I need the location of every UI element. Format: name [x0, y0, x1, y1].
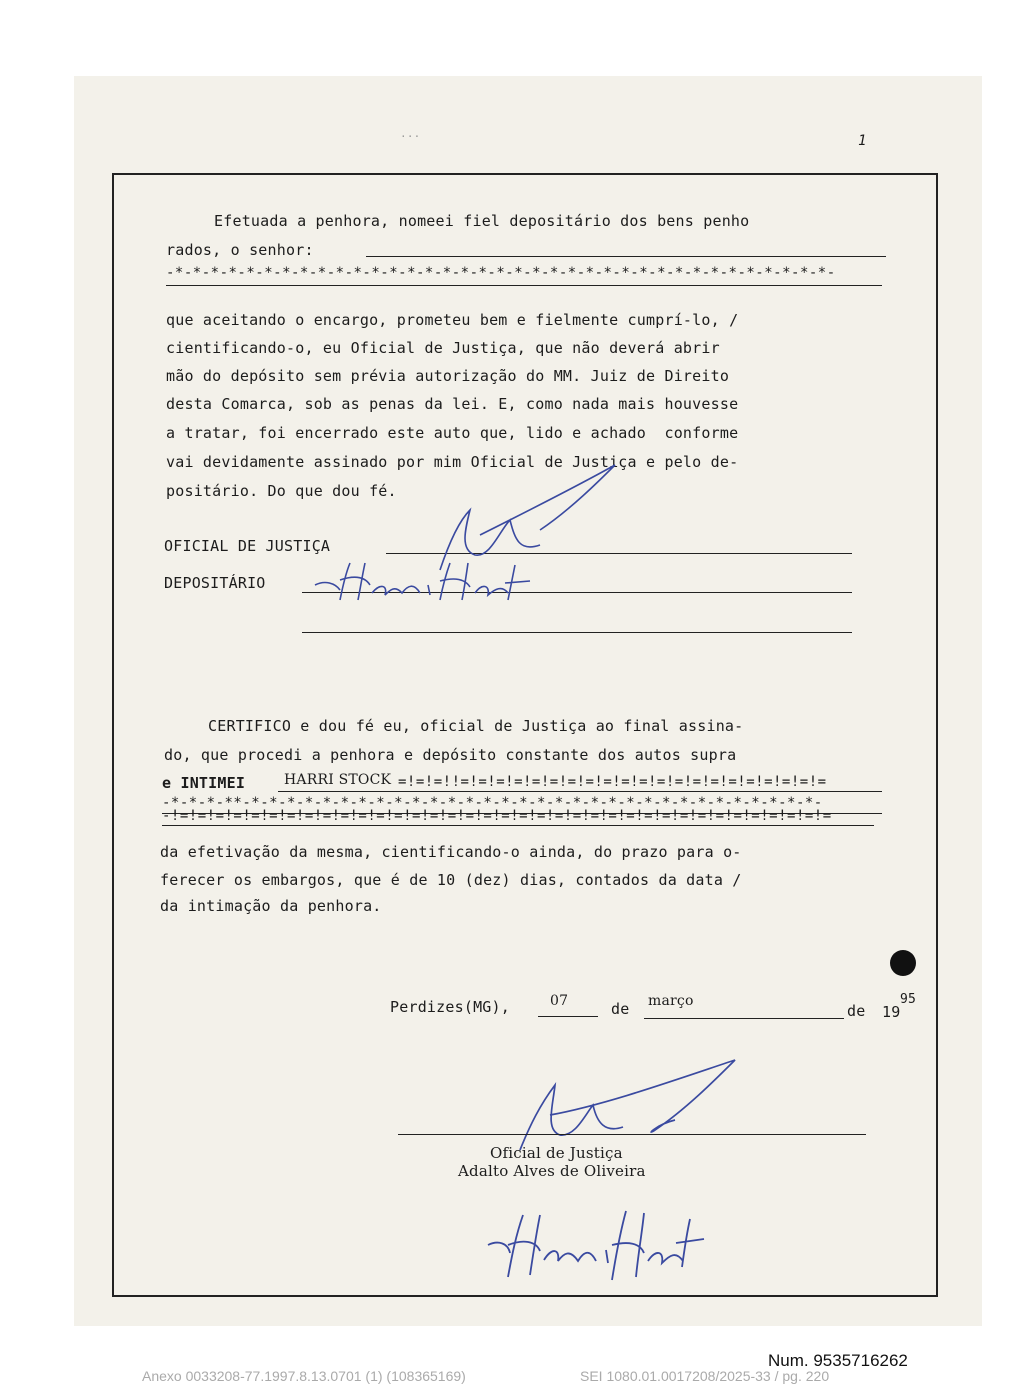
fill-bang: -!=!=!=!=!=!=!=!=!=!=!=!=!=!=!=!=!=!=!=!=!=!=!=!=!=!=!=!=!=!=!=!=!=!=!=!=!= [162, 808, 832, 824]
year-prefix: 19 [882, 1003, 901, 1021]
depositario-signature-lower [478, 1205, 708, 1285]
footer-sei: SEI 1080.01.0017208/2025-33 / pg. 220 [580, 1368, 830, 1384]
p2-line3: mão do depósito sem prévia autorização do MM. Juiz de Direito [166, 367, 730, 385]
p2-line2: cientificando-o, eu Oficial de Justiça, que não deverá abrir [166, 339, 720, 357]
oficial-signature-lower [505, 1055, 745, 1155]
depositario-label: DEPOSITÁRIO [164, 574, 266, 592]
day-underline [538, 1016, 598, 1017]
place: Perdizes(MG), [390, 998, 510, 1016]
page-mark: 1 [858, 133, 867, 149]
fill-bang-underline [162, 825, 874, 826]
intimei-underline [278, 791, 882, 792]
fill-eq: =!=!=!!=!=!=!=!=!=!=!=!=!=!=!=!=!=!=!=!=!=!=!=!= [398, 774, 827, 790]
senhor-underline [366, 256, 886, 257]
month-underline [644, 1018, 844, 1019]
p4-line1: da efetivação da mesma, cientificando-o ainda, do prazo para o- [160, 843, 742, 861]
footer-annex: Anexo 0033208-77.1997.8.13.0701 (1) (108365169) [142, 1368, 466, 1384]
p1-dashes: -*-*-*-*-*-*-*-*-*-*-*-*-*-*-*-*-*-*-*-*-*-*-*-*-*-*-*-*-*-*-*-*-*-*-*-*-*- [166, 265, 836, 281]
oficial-label: OFICIAL DE JUSTIÇA [164, 537, 331, 555]
de1: de [611, 1000, 630, 1018]
p3-line1: CERTIFICO e dou fé eu, oficial de Justiça ao final assina- [208, 717, 744, 735]
signer-title: Oficial de Justiça [490, 1144, 623, 1162]
p3-line2: do, que procedi a penhora e depósito constante dos autos supra [164, 746, 737, 764]
p4-line3: da intimação da penhora. [160, 897, 382, 915]
p2-line6: vai devidamente assinado por mim Oficial de Justiça e pelo de- [166, 453, 739, 471]
final-signature-line [398, 1134, 866, 1135]
fill-star: -*-*-*-**-*-*-*-*-*-*-*-*-*-*-*-*-*-*-*-*-*-*-*-*-*-*-*-*-*-*-*-*-*-*-*-*- [162, 795, 823, 811]
p2-line1: que aceitando o encargo, prometeu bem e fielmente cumprí-lo, / [166, 311, 739, 329]
p4-line2: ferecer os embargos, que é de 10 (dez) dias, contados da data / [160, 871, 742, 889]
p1-line1: Efetuada a penhora, nomeei fiel depositário dos bens penho [214, 212, 750, 230]
p2-line4: desta Comarca, sob as penas da lei. E, como nada mais houvesse [166, 395, 739, 413]
p2-line5: a tratar, foi encerrado este auto que, lido e achado conforme [166, 424, 739, 442]
p2-line7: positário. Do que dou fé. [166, 482, 397, 500]
intimei-name: HARRI STOCK [284, 772, 392, 788]
de2: de [847, 1002, 866, 1020]
p1-dash-underline [166, 285, 882, 286]
extra-signature-line [302, 632, 852, 633]
p3-line3-prefix: e INTIMEI [162, 774, 246, 792]
ink-blot [890, 950, 916, 976]
p1-line2: rados, o senhor: [166, 241, 314, 259]
depositario-signature-upper [310, 555, 550, 605]
footer-num: Num. 9535716262 [768, 1351, 908, 1370]
signer-name: Adalto Alves de Oliveira [458, 1162, 646, 1180]
year-suffix: 95 [900, 992, 917, 1007]
day: 07 [550, 993, 569, 1009]
month: março [648, 993, 694, 1009]
top-faint-text: ... [400, 127, 421, 140]
